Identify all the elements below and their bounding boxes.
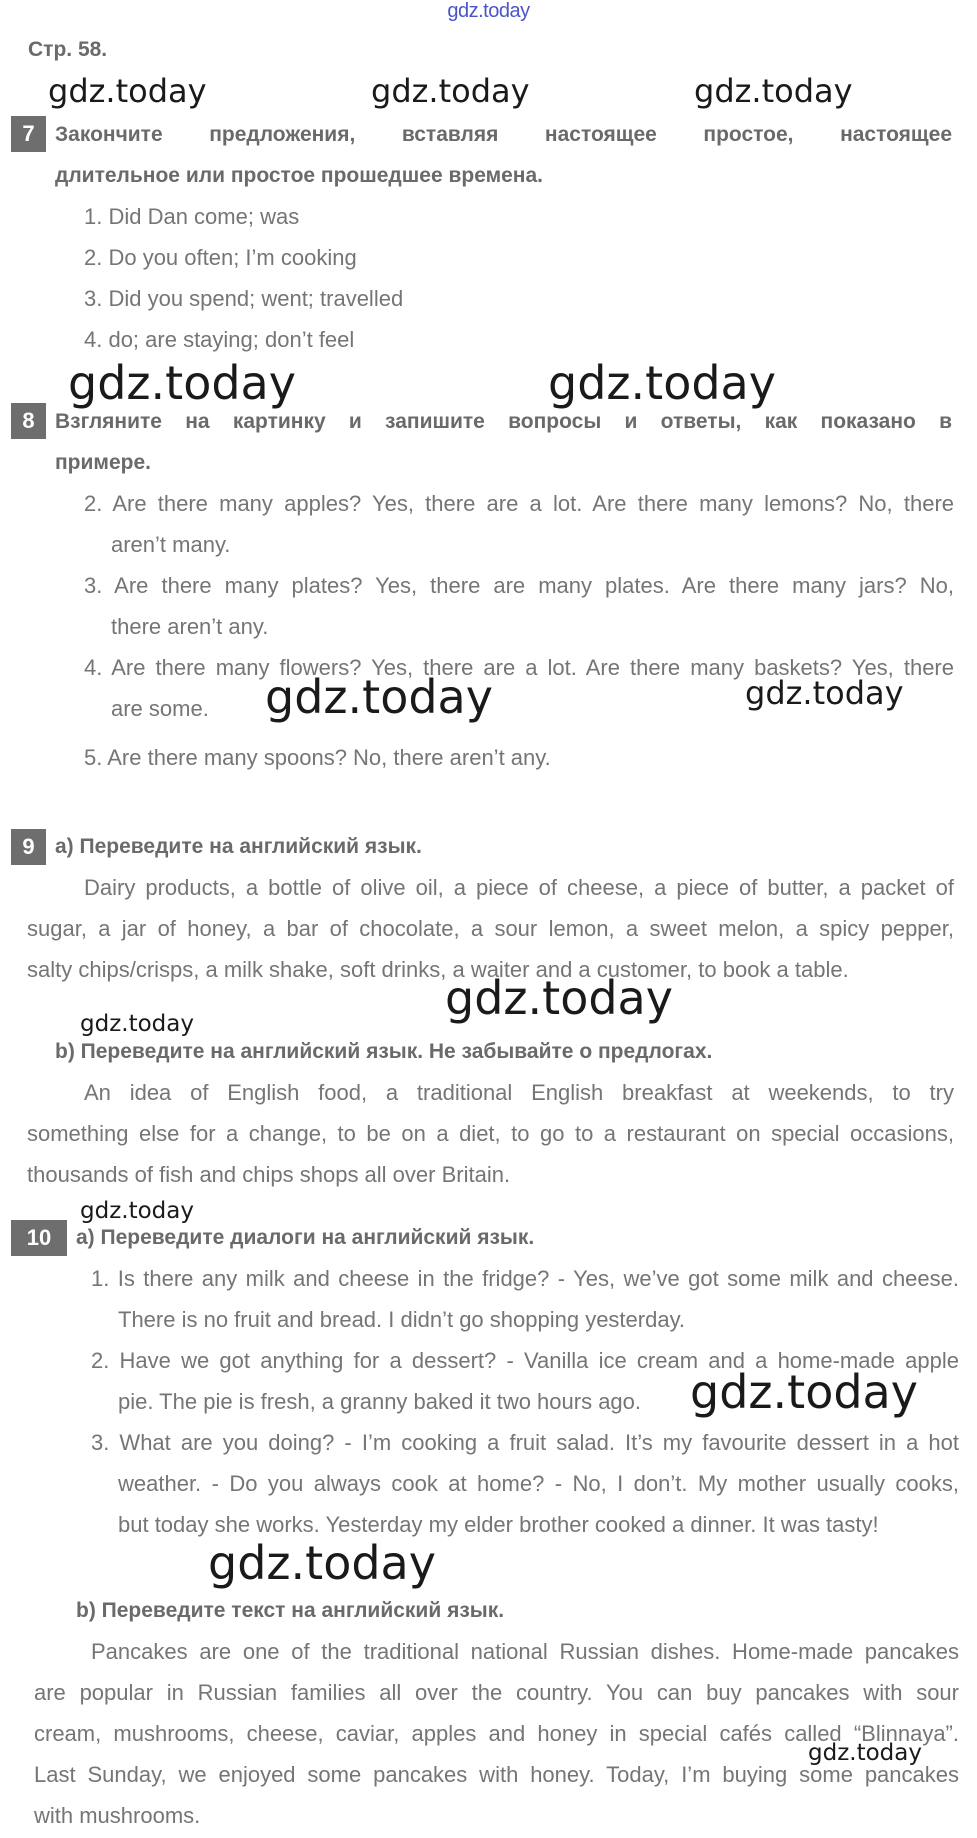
- watermark: gdz.today: [208, 1536, 436, 1590]
- exercise-9-part-a-text: sugar, a jar of honey, a bar of chocolate, a sour lemon, a sweet melon, a spicy pepper,: [27, 916, 954, 941]
- exercise-8-answer-line: 4. Are there many flowers? Yes, there are a lot. Are there many baskets? Yes, there: [84, 655, 954, 680]
- exercise-7-task-line-1: Закончите предложения, вставляя настоящее простое, настоящее: [55, 123, 952, 146]
- watermark: gdz.today: [68, 356, 296, 410]
- exercise-10-part-b-text: with mushrooms.: [34, 1803, 201, 1828]
- watermark: gdz.today: [808, 1740, 922, 1766]
- exercise-10-part-b-text: are popular in Russian families all over the country. You can buy pancakes with sour: [34, 1680, 959, 1705]
- watermark: gdz.today: [48, 72, 207, 110]
- top-watermark: gdz.today: [447, 0, 530, 22]
- exercise-7-answer: 4. do; are staying; don’t feel: [84, 327, 355, 352]
- exercise-9-part-a-text: salty chips/crisps, a milk shake, soft drinks, a waiter and a customer, to book a table.: [27, 957, 849, 982]
- watermark: gdz.today: [80, 1198, 194, 1224]
- exercise-7-answer: 2. Do you often; I’m cooking: [84, 245, 357, 270]
- exercise-8-answer-line: are some.: [111, 696, 209, 721]
- watermark: gdz.today: [445, 971, 673, 1025]
- exercise-10-part-b-text: Pancakes are one of the traditional national Russian dishes. Home-made pancakes: [91, 1639, 959, 1664]
- watermark: gdz.today: [265, 670, 493, 724]
- exercise-9-part-a-text: Dairy products, a bottle of olive oil, a piece of cheese, a piece of butter, a packet of: [84, 875, 954, 900]
- exercise-8-task-line-1: Взгляните на картинку и запишите вопросы и ответы, как показано в: [55, 410, 952, 433]
- exercise-10-part-a-title: a) Переведите диалоги на английский язык.: [76, 1226, 535, 1249]
- exercise-9-part-b-title: b) Переведите на английский язык. Не забывайте о предлогах.: [55, 1040, 713, 1063]
- exercise-9-part-b-text: An idea of English food, a traditional English breakfast at weekends, to try: [84, 1080, 954, 1105]
- exercise-8-answer-line: 2. Are there many apples? Yes, there are a lot. Are there many lemons? No, there: [84, 491, 954, 516]
- exercise-10-dialog-line: but today she works. Yesterday my elder brother cooked a dinner. It was tasty!: [118, 1512, 879, 1537]
- exercise-8-answer-line: aren’t many.: [111, 532, 231, 557]
- exercise-9-part-a-title: a) Переведите на английский язык.: [55, 835, 422, 858]
- exercise-10-dialog-line: pie. The pie is fresh, a granny baked it two hours ago.: [118, 1389, 642, 1414]
- exercise-10-part-b-title: b) Переведите текст на английский язык.: [76, 1599, 505, 1622]
- watermark: gdz.today: [80, 1011, 194, 1037]
- watermark: gdz.today: [371, 72, 530, 110]
- exercise-8-answer-line: there aren’t any.: [111, 614, 269, 639]
- exercise-8-answer-line: 5. Are there many spoons? No, there aren’t any.: [84, 745, 551, 770]
- exercise-number-9: 9: [11, 829, 46, 865]
- page-reference: Стр. 58.: [28, 38, 108, 61]
- exercise-10-dialog-line: 1. Is there any milk and cheese in the fridge? - Yes, we’ve got some milk and cheese.: [91, 1266, 959, 1291]
- exercise-8-answer-line: 3. Are there many plates? Yes, there are many plates. Are there many jars? No,: [84, 573, 954, 598]
- watermark: gdz.today: [690, 1365, 918, 1419]
- exercise-10-part-b-text: Last Sunday, we enjoyed some pancakes with honey. Today, I’m buying some pancakes: [34, 1762, 959, 1787]
- exercise-9-part-b-text: thousands of fish and chips shops all over Britain.: [27, 1162, 511, 1187]
- exercise-7-task-line-2: длительное или простое прошедшее времена.: [55, 164, 544, 187]
- watermark: gdz.today: [694, 72, 853, 110]
- exercise-10-dialog-line: 3. What are you doing? - I’m cooking a fruit salad. It’s my favourite dessert in a hot: [91, 1430, 959, 1455]
- exercise-8-task-line-2: примере.: [55, 451, 151, 474]
- exercise-7-answer: 1. Did Dan come; was: [84, 204, 300, 229]
- exercise-number-10: 10: [11, 1220, 67, 1256]
- exercise-7-answer: 3. Did you spend; went; travelled: [84, 286, 404, 311]
- exercise-10-dialog-line: 2. Have we got anything for a dessert? - Vanilla ice cream and a home-made apple: [91, 1348, 959, 1373]
- watermark: gdz.today: [745, 674, 904, 712]
- watermark: gdz.today: [548, 356, 776, 410]
- exercise-10-dialog-line: weather. - Do you always cook at home? - No, I don’t. My mother usually cooks,: [118, 1471, 959, 1496]
- exercise-10-part-b-text: cream, mushrooms, cheese, caviar, apples and honey in special cafés called “Blinnaya”.: [34, 1721, 959, 1746]
- exercise-9-part-b-text: something else for a change, to be on a diet, to go to a restaurant on special occasions,: [27, 1121, 954, 1146]
- exercise-number-7: 7: [11, 116, 46, 152]
- exercise-number-8: 8: [11, 403, 46, 439]
- exercise-10-dialog-line: There is no fruit and bread. I didn’t go shopping yesterday.: [118, 1307, 686, 1332]
